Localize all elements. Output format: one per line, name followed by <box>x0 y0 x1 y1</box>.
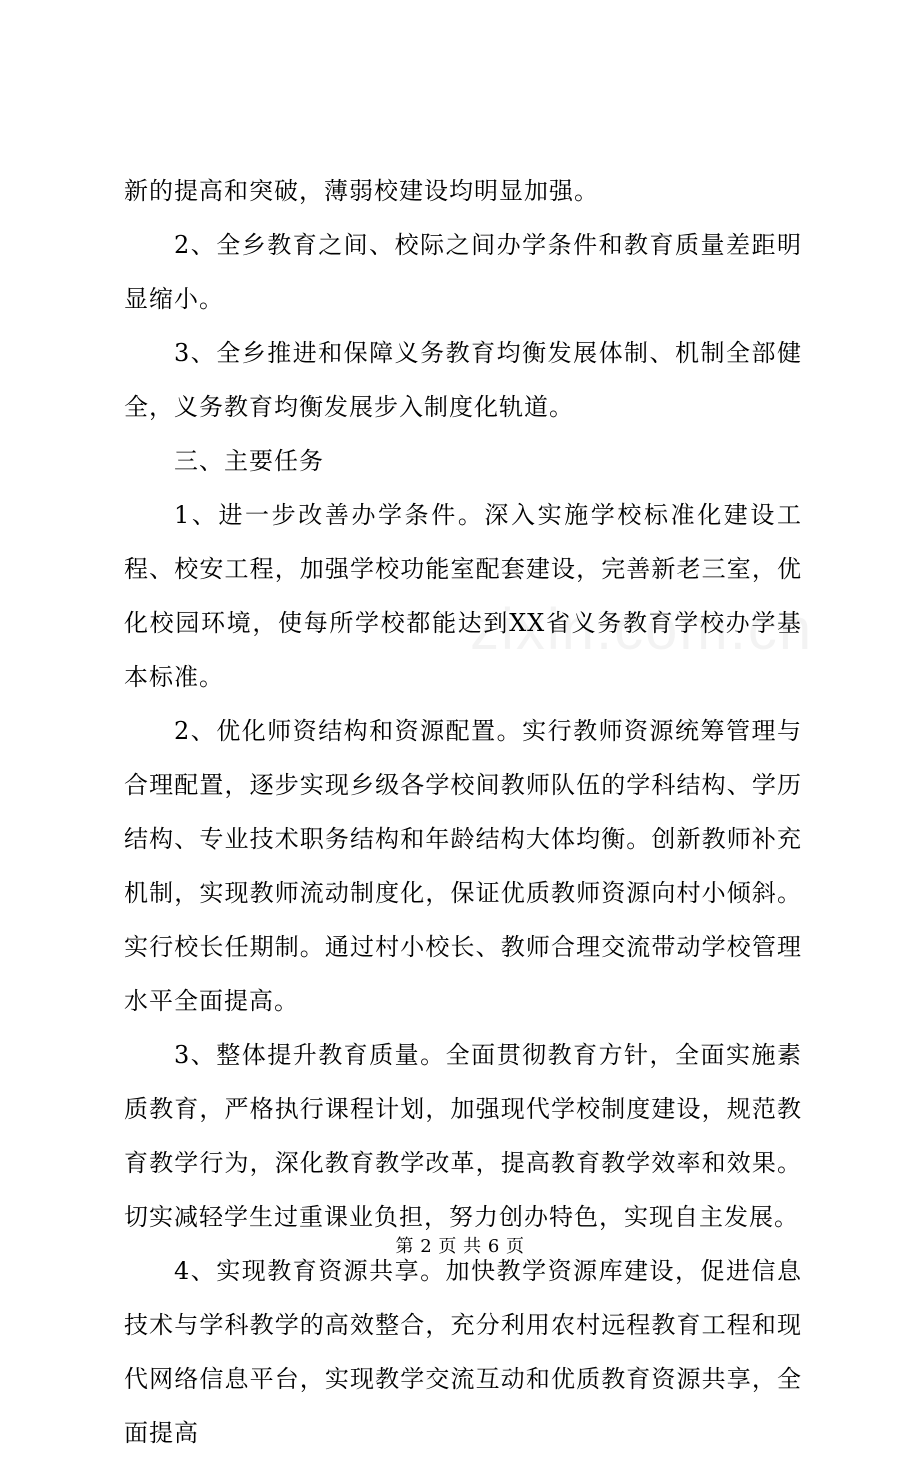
section-heading-main-tasks: 三、主要任务 <box>174 447 324 475</box>
paragraph-continuation: 新的提高和突破，薄弱校建设均明显加强。 <box>124 177 599 205</box>
paragraph-goal-3: 3、全乡推进和保障义务教育均衡发展体制、机制全部健全，义务教育均衡发展步入制度化轨道。 <box>124 339 802 421</box>
paragraph-task-4: 4、实现教育资源共享。加快教学资源库建设，促进信息技术与学科教学的高效整合，充分利用农村远程教育工程和现代网络信息平台，实现教学交流互动和优质教育资源共享，全面提高 <box>124 1257 802 1447</box>
paragraph-task-3: 3、整体提升教育质量。全面贯彻教育方针，全面实施素质教育，严格执行课程计划，加强现代学校制度建设，规范教育教学行为，深化教育教学改革，提高教育教学效率和效果。切实减轻学生过重课业负担，努力创办特色，实现自主发展。 <box>124 1041 802 1231</box>
paragraph-task-1: 1、进一步改善办学条件。深入实施学校标准化建设工程、校安工程，加强学校功能室配套建设，完善新老三室，优化校园环境，使每所学校都能达到XX省义务教育学校办学基本标准。 <box>124 501 802 691</box>
paragraph-task-2: 2、优化师资结构和资源配置。实行教师资源统筹管理与合理配置，逐步实现乡级各学校间教师队伍的学科结构、学历结构、专业技术职务结构和年龄结构大体均衡。创新教师补充机制，实现教师流动制度化，保证优质教师资源向村小倾斜。实行校长任期制。通过村小校长、教师合理交流带动学校管理水平全面提高。 <box>124 717 802 1015</box>
page-number-footer: 第 2 页 共 6 页 <box>395 1236 525 1257</box>
document-body <box>124 164 802 1460</box>
paragraph-goal-2: 2、全乡教育之间、校际之间办学条件和教育质量差距明显缩小。 <box>124 231 802 313</box>
